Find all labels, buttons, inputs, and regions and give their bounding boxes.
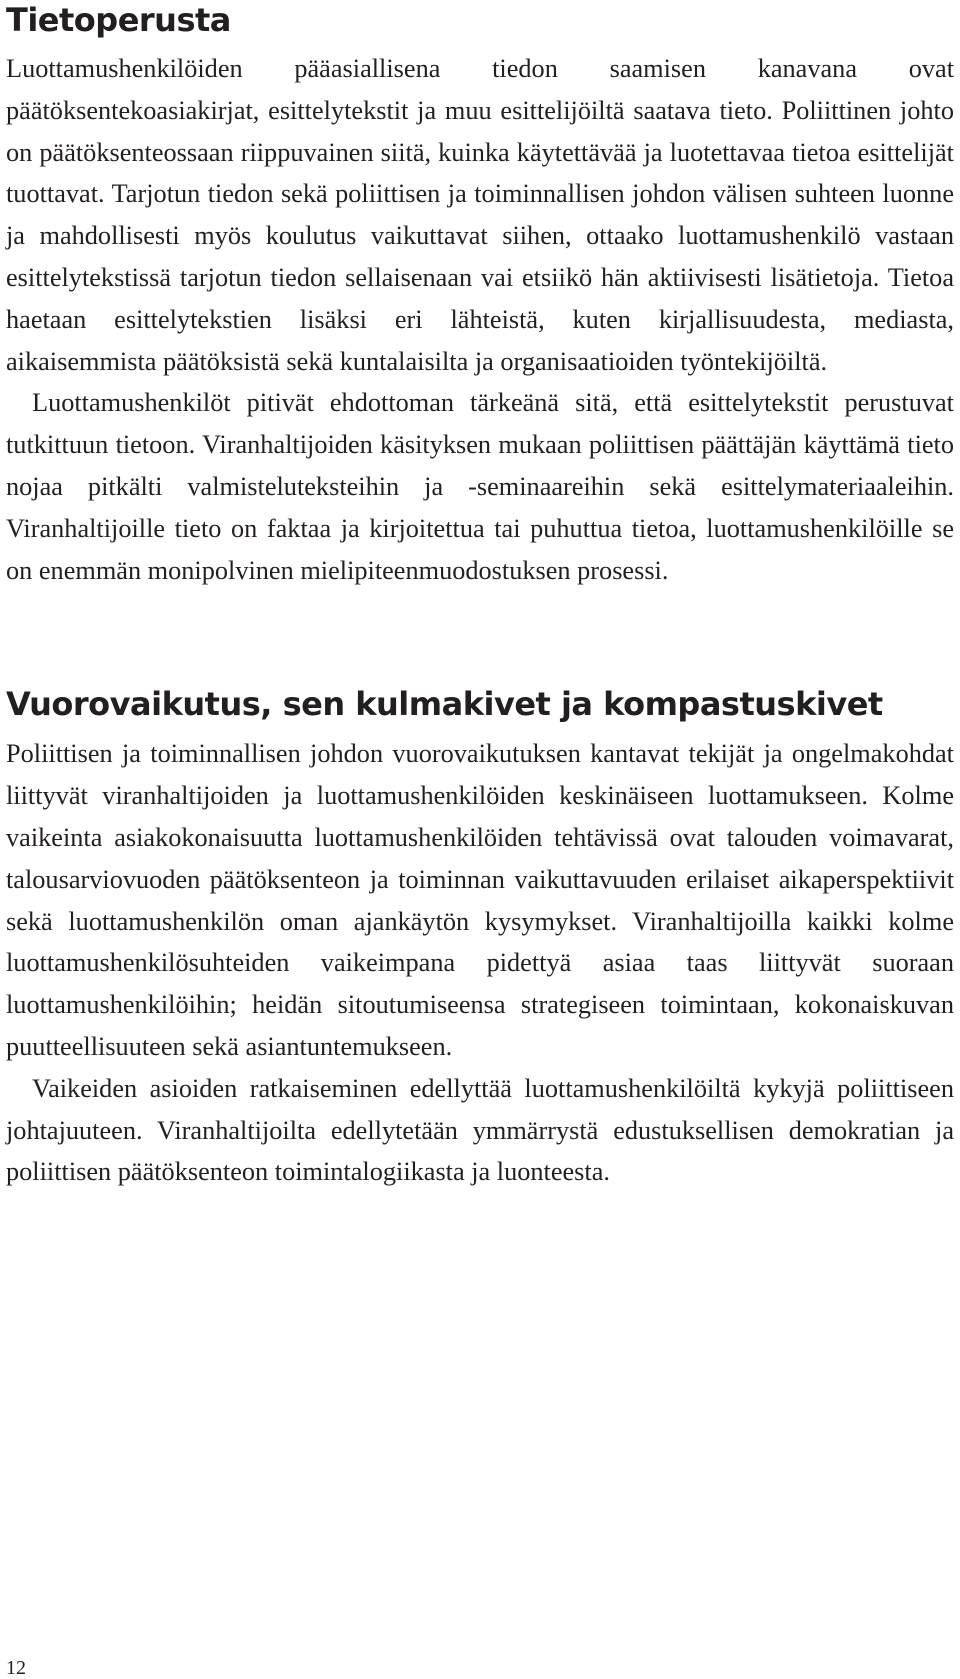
paragraph: Vaikeiden asioiden ratkaiseminen edellyttää luottamushenkilöiltä kykyjä poliittiseen johtajuuteen. Viranhaltijoilta edellytetään ymmärrystä edustuksellisen demokratian ja poliittisen päätöksenteon toimintalogiikasta ja luonteesta. bbox=[6, 1073, 954, 1187]
section-heading: Tietoperusta bbox=[6, 1, 231, 39]
section-body bbox=[6, 733, 954, 1193]
section-heading: Vuorovaikutus, sen kulmakivet ja kompastuskivet bbox=[6, 685, 883, 724]
section-vuorovaikutus bbox=[6, 683, 954, 1193]
paragraph: Poliittisen ja toiminnallisen johdon vuorovaikutuksen kantavat tekijät ja ongelmakohdat liittyvät viranhaltijoiden ja luottamushenkilöiden keskinäiseen luottamukseen. Kolme vaikeinta asiakokonaisuutta luottamushenkilöiden tehtävissä ovat talouden voimavarat, talousarviovuoden päätöksenteon ja toiminnan vaikuttavuuden erilaiset aikaperspektiivit sekä luottamushenkilön oman ajankäytön kysymykset. Viranhaltijoilla kaikki kolme luottamushenkilösuhteiden vaikeimpana pidettyä asiaa taas liittyvät suoraan luottamushenkilöihin; heidän sitoutumiseensa strategiseen toimintaan, kokonaiskuvan puutteellisuuteen sekä asiantuntemukseen. bbox=[6, 739, 954, 1061]
section-body bbox=[6, 48, 954, 591]
page-number: 12 bbox=[6, 1657, 26, 1679]
document-page bbox=[6, 0, 954, 1193]
section-tietoperusta bbox=[6, 0, 954, 591]
paragraph: Luottamushenkilöt pitivät ehdottoman tärkeänä sitä, että esittelytekstit perustuvat tutkittuun tietoon. Viranhaltijoiden käsityksen mukaan poliittisen päättäjän käyttämä tieto nojaa pitkälti valmisteluteksteihin ja -seminaareihin sekä esittelymateriaaleihin. Viranhaltijoille tieto on faktaa ja kirjoitettua tai puhuttua tietoa, luottamushenkilöille se on enemmän monipolvinen mielipiteenmuodostuksen prosessi. bbox=[6, 388, 954, 585]
paragraph: Luottamushenkilöiden pääasiallisena tiedon saamisen kanavana ovat päätöksentekoasiakirjat, esittelytekstit ja muu esittelijöiltä saatava tieto. Poliittinen johto on päätöksenteossaan riippuvainen siitä, kuinka käytettävää ja luotettavaa tietoa esittelijät tuottavat. Tarjotun tiedon sekä poliittisen ja toiminnallisen johdon välisen suhteen luonne ja mahdollisesti myös koulutus vaikuttavat siihen, ottaako luottamushenkilö vastaan esittelytekstissä tarjotun tiedon sellaisenaan vai etsiikö hän aktiivisesti lisätietoja. Tietoa haetaan esittelytekstien lisäksi eri lähteistä, kuten kirjallisuudesta, mediasta, aikaisemmista päätöksistä sekä kuntalaisilta ja organisaatioiden työntekijöiltä. bbox=[6, 54, 954, 376]
